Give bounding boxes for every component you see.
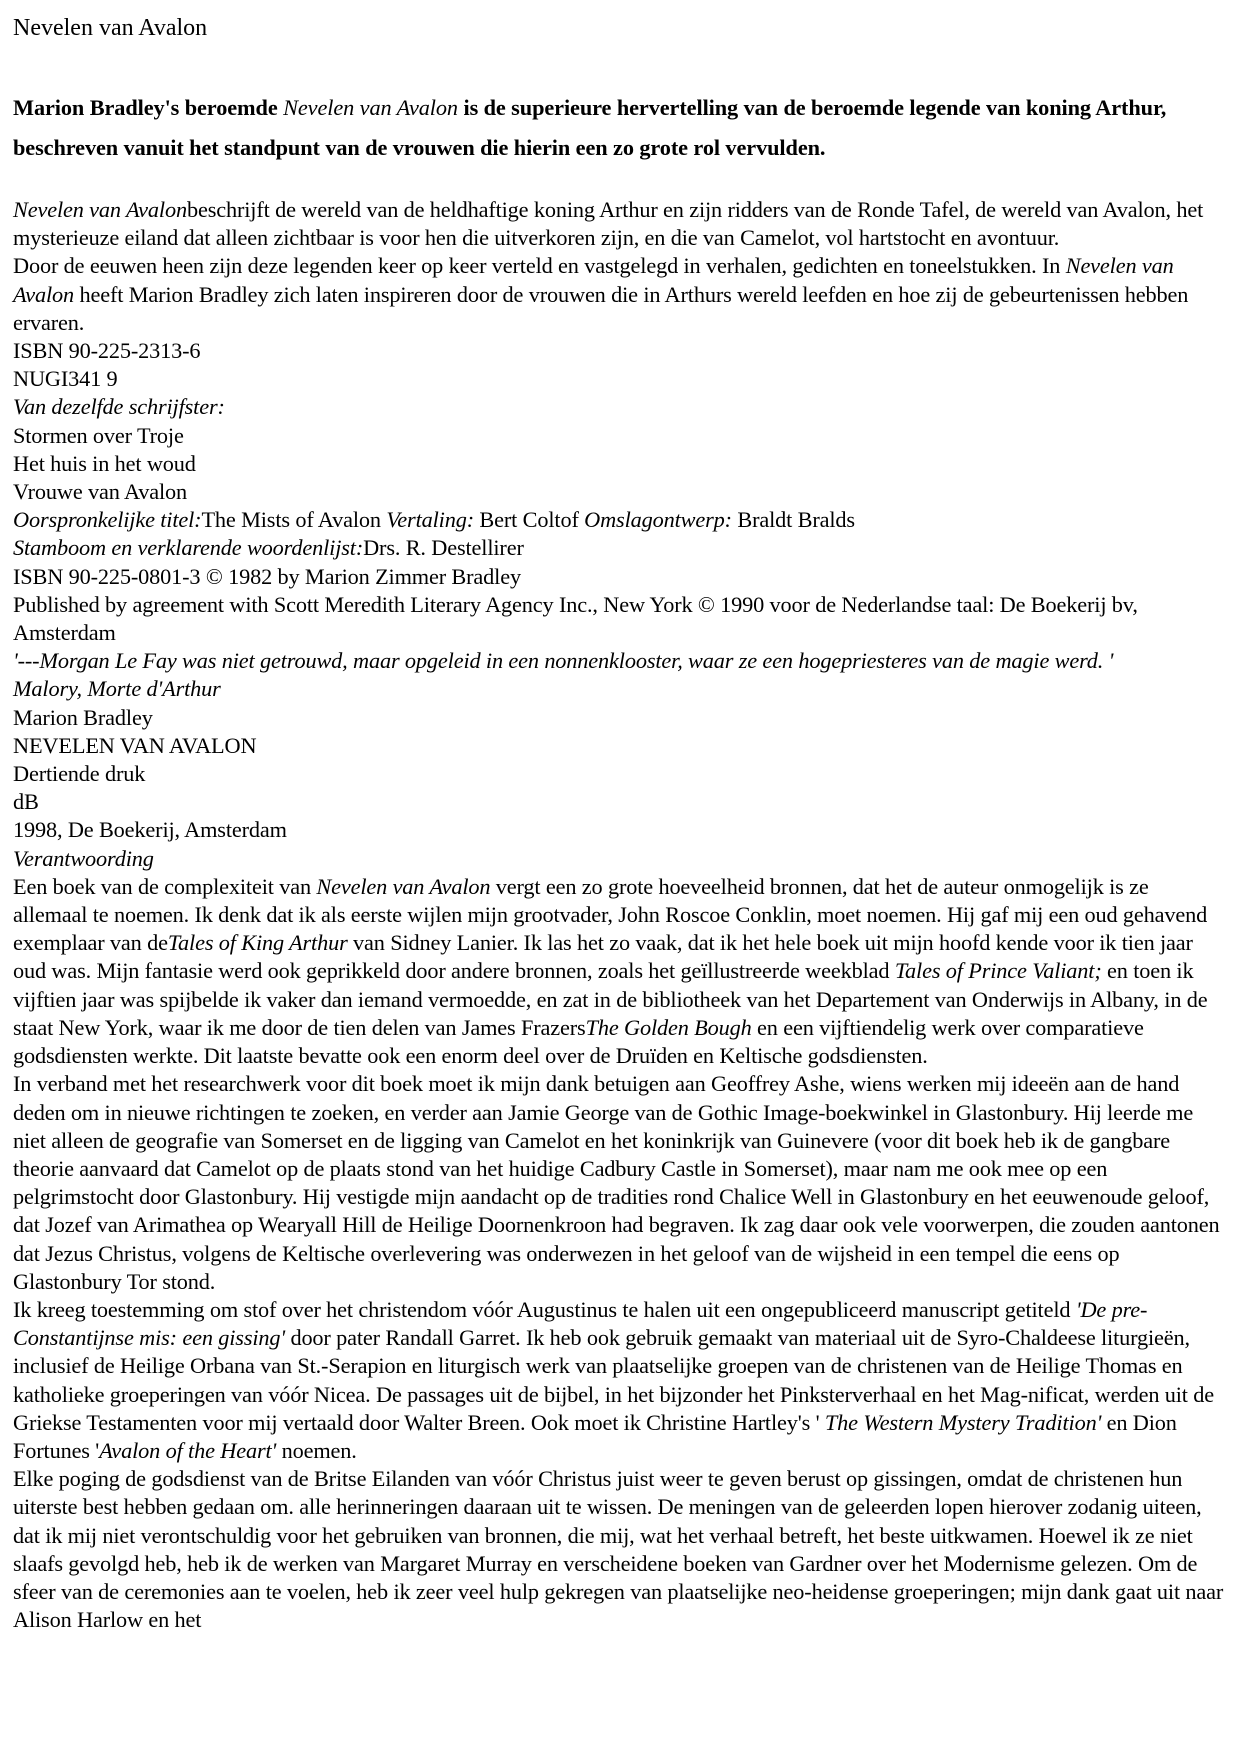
- book-title: The Golden Bough: [585, 1014, 752, 1040]
- paragraph-text: en Dion Fortunes ': [13, 1409, 1177, 1463]
- credit-value: Braldt Bralds: [731, 507, 855, 533]
- book-title: Nevelen van Avalon: [316, 873, 491, 899]
- book-list-item: Vrouwe van Avalon: [13, 479, 188, 505]
- title-caps: NEVELEN VAN AVALON: [13, 732, 257, 758]
- credits-line: [13, 506, 1228, 534]
- edition-line: Dertiende druk: [13, 761, 146, 787]
- imprint-line: dB: [13, 789, 39, 815]
- book-list-item: Stormen over Troje: [13, 422, 184, 448]
- work-title: 'De pre-Constantijnse mis: een gissing': [13, 1296, 1148, 1351]
- paragraph-text: Door de eeuwen heen zijn deze legenden keer op keer verteld en vastgelegd in verhalen, gedichten en toneelstukken. In: [13, 253, 1066, 279]
- author-name: Marion Bradley: [13, 704, 153, 730]
- copyright-line: ISBN 90-225-0801-3 © 1982 by Marion Zimmer Bradley: [13, 563, 521, 589]
- paragraph-text: vergt een zo grote hoeveelheid bronnen, dat het de auteur onmogelijk is ze allemaal te noemen. Ik denk dat ik als eerste wijlen mijn grootvader, John Roscoe Conklin, moet noemen. Hij gaf mij een oud gehavend exemplaar van de: [13, 873, 1208, 956]
- paragraph-text: Een boek van de complexiteit van: [13, 873, 317, 899]
- intro-author: Marion Bradley's beroemde: [13, 95, 278, 120]
- paragraph-text: Ik kreeg toestemming om stof over het christendom vóór Augustinus te halen uit een ongepubliceerd manuscript getiteld: [13, 1296, 1076, 1322]
- credit-label: Stamboom en verklarende woordenlijst:: [13, 535, 364, 561]
- paragraph-legends: [13, 252, 1228, 337]
- book-title: Tales of Prince Valiant;: [894, 958, 1102, 984]
- epigraph-quote: '---Morgan Le Fay was niet getrouwd, maar opgeleid in een nonnenklooster, waar ze een hogepriesteres van de magie werd. ': [13, 648, 1114, 674]
- credit-value: Drs. R. Destellirer: [363, 535, 524, 561]
- year-place-line: 1998, De Boekerij, Amsterdam: [13, 817, 287, 843]
- paragraph-text: en toen ik vijftien jaar was spijbelde ik vaker dan iemand vermoedde, en zat in de bibliotheek van het Departement van Onderwijs in Albany, in de staat New York, waar ik me door de tien delen van James Frazers: [13, 958, 1208, 1040]
- paragraph-text: en een vijftiendelig werk over comparatieve godsdiensten werkte. Dit laatste bevatte ook een enorm deel over de Druïden en Keltische godsdiensten.: [13, 1014, 1144, 1069]
- book-list-item: Het huis in het woud: [13, 450, 196, 476]
- intro-rest: is de superieure hervertelling van de beroemde legende van koning Arthur, beschreven vanuit het standpunt van de vrouwen die hierin een zo grote rol vervulden.: [13, 95, 1167, 160]
- book-title: Nevelen van Avalon: [13, 197, 187, 222]
- isbn-line: ISBN 90-225-2313-6: [13, 338, 201, 364]
- paragraph-text: noemen.: [276, 1437, 357, 1463]
- document-body: [13, 196, 1228, 1634]
- publisher-line: Published by agreement with Scott Meredith Literary Agency Inc., New York © 1990 voor de Nederlandse taal: De Boekerij bv, Amsterdam: [13, 591, 1138, 646]
- paragraph-acknowledgement-3: [13, 1296, 1228, 1465]
- credit-label: Vertaling:: [386, 507, 474, 533]
- credit-value: Bert Coltof: [474, 507, 585, 533]
- epigraph-source: Malory, Morte d'Arthur: [13, 676, 221, 702]
- page-title: Nevelen van Avalon: [13, 15, 208, 41]
- paragraph-acknowledgement-4: Elke poging de godsdienst van de Britse Eilanden van vóór Christus juist weer te geven berust op gissingen, omdat de christenen hun uiterste best hebben gedaan om. alle herinneringen daaraan uit te wissen. De meningen van de geleerden lopen hierover zodanig uiteen, dat ik mij niet verontschuldig voor het gebruiken van bronnen, die mij, wat het verhaal betreft, het beste uitkwamen. Hoewel ik ze niet slaafs gevolgd heb, heb ik de werken van Margaret Murray en verscheidene boeken van Gardner over het Modernisme gelezen. Om de sfeer van de ceremonies aan te voelen, heb ik zeer veel hulp gekregen van plaatselijke neo-heidense groeperingen; mijn dank gaat uit naar Alison Harlow en het: [13, 1466, 1224, 1633]
- intro-paragraph: [13, 88, 1228, 168]
- paragraph-acknowledgement-1: [13, 873, 1228, 1070]
- paragraph-text: van Sidney Lanier. Ik las het zo vaak, dat ik het hele boek uit mijn hoofd kende voor ik tien jaar oud was. Mijn fantasie werd ook geprikkeld door andere bronnen, zoals het geïllustreerde weekblad: [13, 930, 1193, 984]
- paragraph-description: [13, 196, 1228, 252]
- paragraph-text: beschrijft de wereld van de heldhaftige koning Arthur en zijn ridders van de Ronde Tafel, de wereld van Avalon, het mysterieuze eiland dat alleen zichtbaar is voor hen die uitverkoren zijn, en die van Camelot, vol hartstocht en avontuur.: [13, 197, 1204, 251]
- credit-value: The Mists of Avalon: [201, 507, 387, 533]
- credit-label: Oorspronkelijke titel:: [13, 507, 202, 533]
- nugi-line: NUGI341 9: [13, 366, 118, 392]
- book-title: Tales of King Arthur: [167, 930, 348, 956]
- paragraph-text: door pater Randall Garret. Ik heb ook gebruik gemaakt van materiaal uit de Syro-Chaldeese liturgieën, inclusief de Heilige Orbana van St.-Serapion en liturgisch werk van plaatselijke groepen van de christenen van de Heilige Thomas en katholieke groeperingen van vóór Nicea. De passages uit de bijbel, in het bijzonder het Pinksterverhaal en het Mag-nificat, werden uit de Griekse Testamenten voor mij vertaald door Walter Breen. Ook moet ik Christine Hartley's ': [13, 1325, 1215, 1435]
- credits-line: [13, 534, 1228, 562]
- credit-label: Omslagontwerp:: [584, 507, 732, 533]
- intro-book-title: Nevelen van Avalon: [283, 95, 458, 120]
- work-title: The Western Mystery Tradition': [819, 1409, 1102, 1435]
- same-author-label: Van dezelfde schrijfster:: [13, 394, 225, 420]
- work-title: Avalon of the Heart': [99, 1437, 277, 1463]
- book-title: Nevelen van Avalon: [13, 253, 1174, 307]
- paragraph-text: heeft Marion Bradley zich laten inspireren door de vrouwen die in Arthurs wereld leefden en hoe zij de gebeurtenissen hebben ervaren.: [13, 281, 1189, 335]
- paragraph-acknowledgement-2: In verband met het researchwerk voor dit boek moet ik mijn dank betuigen aan Geoffrey Ashe, wiens werken mij ideeën aan de hand deden om in nieuwe richtingen te zoeken, en verder aan Jamie George van de Gothic Image-boekwinkel in Glastonbury. Hij leerde me niet alleen de geografie van Somerset en de ligging van Camelot en het koninkrijk van Guinevere (voor dit boek heb ik de gangbare theorie aanvaard dat Camelot op de plaats stond van het huidige Cadbury Castle in Somerset), maar nam me ook mee op een pelgrimstocht door Glastonbury. Hij vestigde mijn aandacht op de tradities rond Chalice Well in Glastonbury en het eeuwenoude geloof, dat Jozef van Arimathea op Wearyall Hill de Heilige Doornenkroon had begraven. Ik zag daar ook vele voorwerpen, die zouden aantonen dat Jezus Christus, volgens de Keltische overlevering was onderwezen in het geloof van de wijsheid in een tempel die eens op Glastonbury Tor stond.: [13, 1071, 1220, 1294]
- section-heading: Verantwoording: [13, 845, 154, 871]
